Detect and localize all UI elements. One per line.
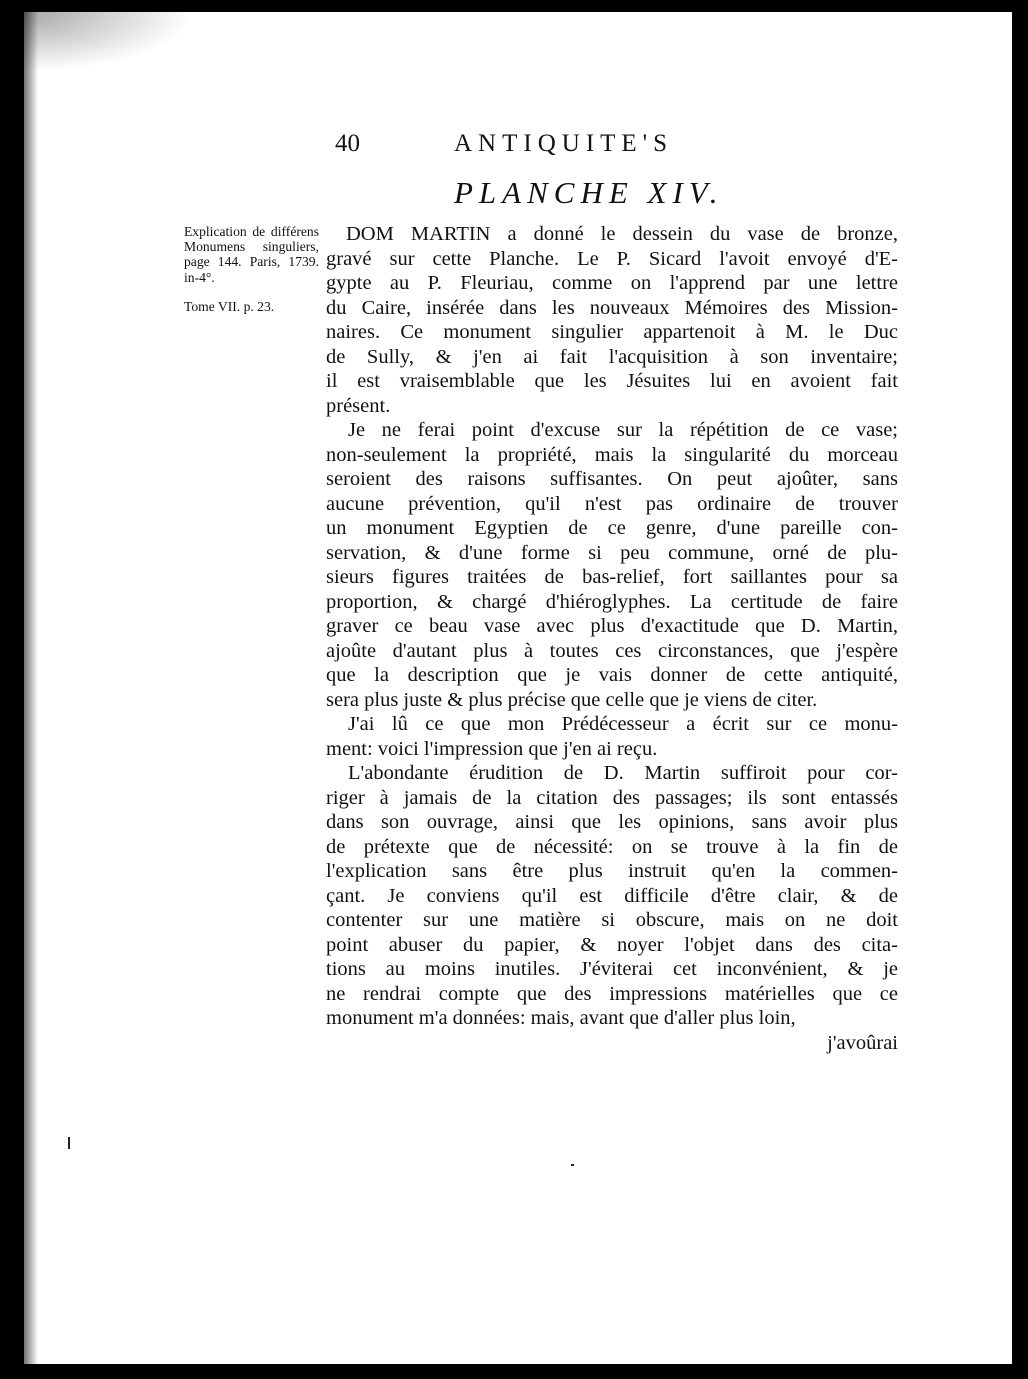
text-line: proportion, & chargé d'hiéroglyphes. La certitude de faire (326, 590, 898, 613)
text-line: présent. (326, 394, 391, 417)
paragraph (326, 712, 898, 761)
text-line: du Caire, insérée dans les nouveaux Mémoires des Mission- (326, 296, 898, 319)
catchword: j'avoûrai (827, 1031, 898, 1054)
text-line: seroient des raisons suffisantes. On peut ajoûter, sans (326, 468, 898, 490)
book-page (24, 12, 1012, 1364)
gutter-shadow (24, 12, 38, 1364)
paragraph (326, 418, 898, 712)
body-text (326, 222, 898, 1055)
text-line: de prétexte que de nécessité: on se trouve à la fin de (326, 835, 898, 858)
text-line: non-seulement la propriété, mais la singularité du morceau (326, 443, 898, 466)
text-line: riger à jamais de la citation des passages; ils sont entassés (326, 786, 898, 809)
margin-note-reference: Explication de différens Monumens singuliers, page 144. Paris, 1739. in-4°. (184, 224, 319, 285)
text-line: point abuser du papier, & noyer l'objet dans des cita- (326, 933, 898, 956)
text-line: monument m'a données: mais, avant que d'aller plus loin, (326, 1007, 796, 1029)
paragraph (326, 761, 898, 1031)
ink-speck (68, 1137, 70, 1149)
text-line: çant. Je conviens qu'il est difficile d'être clair, & de (326, 884, 898, 907)
paragraph (326, 222, 898, 418)
text-line: un monument Egyptien de ce genre, d'une pareille con- (326, 517, 898, 539)
text-line: que la description que je vais donner de cette antiquité, (326, 664, 898, 686)
text-line: naires. Ce monument singulier appartenoit à M. le Duc (326, 321, 898, 343)
text-line: sieurs figures traitées de bas-relief, fort saillantes pour sa (326, 566, 898, 588)
text-line: DOM MARTIN a donné le dessein du vase de bronze, (346, 223, 898, 245)
text-line: aucune prévention, qu'il n'est pas ordinaire de trouver (326, 492, 898, 515)
page-number: 40 (335, 130, 360, 157)
scan-shadow (24, 12, 194, 72)
text-line: contenter sur une matière si obscure, mais on ne doit (326, 909, 898, 931)
text-line: gypte au P. Fleuriau, comme on l'apprend par une lettre (326, 272, 898, 294)
text-line: de Sully, & j'en ai fait l'acquisition à son inventaire; (326, 345, 898, 368)
text-line: servation, & d'une forme si peu commune, orné de plu- (326, 541, 898, 564)
text-line: J'ai lû ce que mon Prédécesseur a écrit sur ce monu- (348, 713, 898, 735)
margin-notes (184, 224, 319, 314)
text-line: tions au moins inutiles. J'éviterai cet inconvénient, & je (326, 958, 898, 980)
text-line: l'explication sans être plus instruit qu'en la commen- (326, 860, 898, 882)
text-line: sera plus juste & plus précise que celle que je viens de citer. (326, 688, 818, 711)
running-title: ANTIQUITE'S (454, 130, 674, 157)
plate-title: PLANCHE XIV. (454, 175, 724, 210)
text-line: ment: voici l'impression que j'en ai reçu. (326, 737, 658, 760)
text-line: ne rendrai compte que des impressions matérielles que ce (326, 982, 898, 1005)
text-line: gravé sur cette Planche. Le P. Sicard l'avoit envoyé d'E- (326, 247, 898, 270)
text-line: dans son ouvrage, ainsi que les opinions, sans avoir plus (326, 811, 898, 833)
text-line: Je ne ferai point d'excuse sur la répétition de ce vase; (348, 419, 898, 441)
text-line: il est vraisemblable que les Jésuites lui en avoient fait (326, 370, 898, 392)
text-line: graver ce beau vase avec plus d'exactitude que D. Martin, (326, 615, 898, 637)
margin-note-volume: Tome VII. p. 23. (184, 298, 275, 314)
text-line: ajoûte d'autant plus à toutes ces circonstances, que j'espère (326, 639, 898, 662)
ink-speck (571, 1164, 574, 1166)
text-line: L'abondante érudition de D. Martin suffiroit pour cor- (348, 762, 898, 784)
